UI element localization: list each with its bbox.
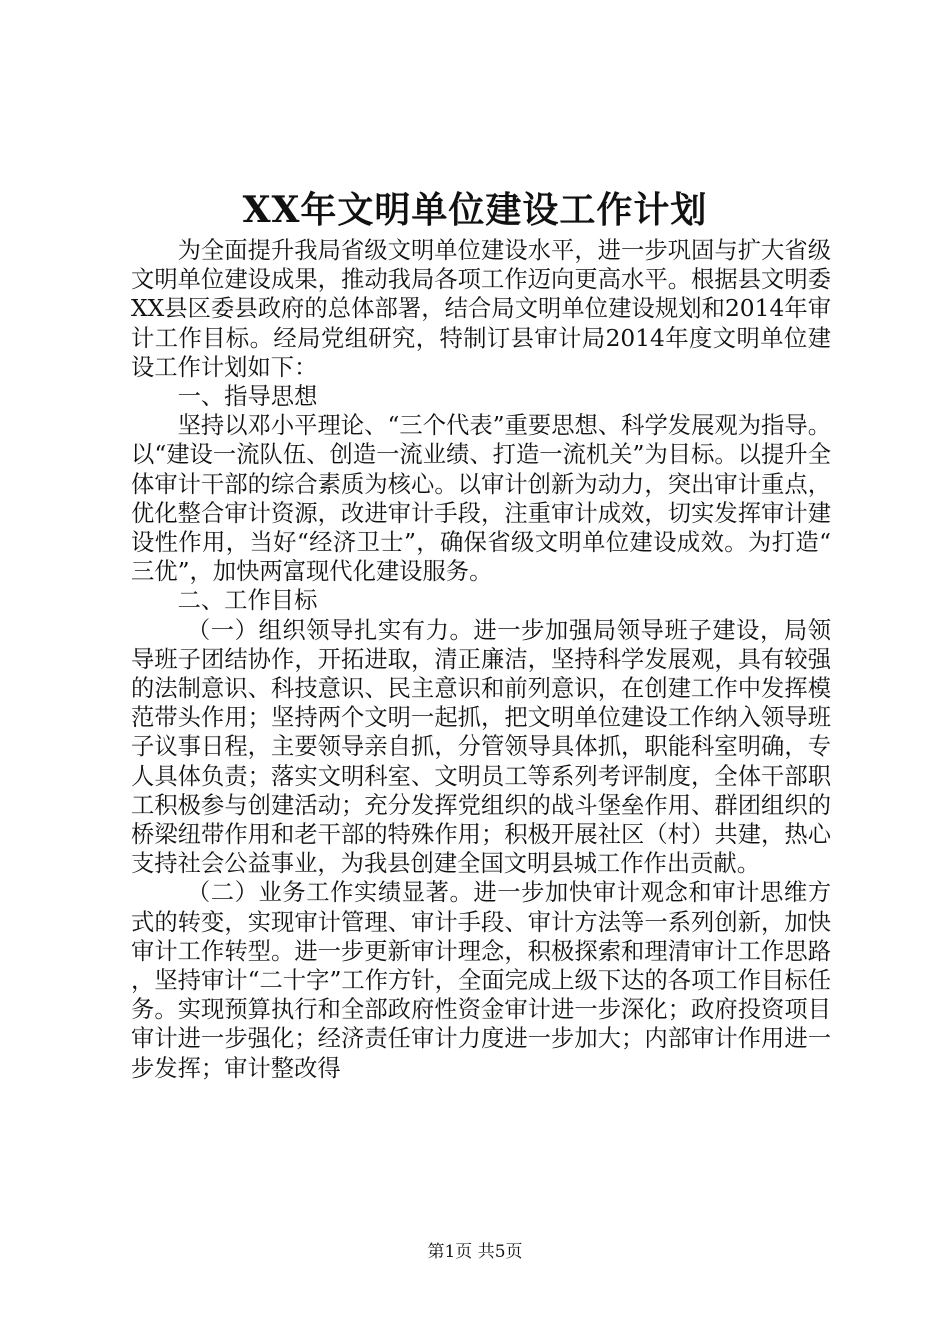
- document-body: [131, 236, 831, 1083]
- section-heading-guiding-ideology: 一、指导思想: [177, 383, 318, 411]
- guiding-ideology-paragraph: 坚持以邓小平理论、“三个代表”重要思想、科学发展观为指导。以“建设一流队伍、创造一流业绩、打造一流机关”为目标。以提升全体审计干部的综合素质为核心。以审计创新为动力，突出审计重点，优化整合审计资源，改进审计手段，注重审计成效，切实发挥审计建设性作用，当好“经济卫士”，确保省级文明单位建设成效。为打造“三优”，加快两富现代化建设服务。: [131, 412, 831, 586]
- goal-paragraph-organization: （一）组织领导扎实有力。进一步加强局领导班子建设，局领导班子团结协作，开拓进取，清正廉洁，坚持科学发展观，具有较强的法制意识、科技意识、民主意识和前列意识，在创建工作中发挥模范带头作用；坚持两个文明一起抓，把文明单位建设工作纳入领导班子议事日程，主要领导亲自抓，分管领导具体抓，职能科室明确，专人具体负责；落实文明科室、文明员工等系列考评制度，全体干部职工积极参与创建活动；充分发挥党组织的战斗堡垒作用、群团组织的桥梁纽带作用和老干部的特殊作用；积极开展社区（村）共建，热心支持社会公益事业，为我县创建全国文明县城工作作出贡献。: [131, 616, 831, 878]
- goal-paragraph-business: （二）业务工作实绩显著。进一步加快审计观念和审计思维方式的转变，实现审计管理、审计手段、审计方法等一系列创新，加快审计工作转型。进一步更新审计理念，积极探索和理清审计工作思路，坚持审计“二十字”工作方针，全面完成上级下达的各项工作目标任务。实现预算执行和全部政府性资金审计进一步深化；政府投资项目审计进一步强化；经济责任审计力度进一步加大；内部审计作用进一步发挥；审计整改得: [131, 879, 831, 1082]
- intro-paragraph: 为全面提升我局省级文明单位建设水平，进一步巩固与扩大省级文明单位建设成果，推动我局各项工作迈向更高水平。根据县文明委XX县区委县政府的总体部署，结合局文明单位建设规划和2014年审计工作目标。经局党组研究，特制订县审计局2014年度文明单位建设工作计划如下：: [131, 237, 831, 381]
- section-heading-work-goals: 二、工作目标: [177, 587, 318, 615]
- page-footer: 第1页 共5页: [427, 1242, 523, 1262]
- page-title: XX年文明单位建设工作计划: [242, 189, 708, 231]
